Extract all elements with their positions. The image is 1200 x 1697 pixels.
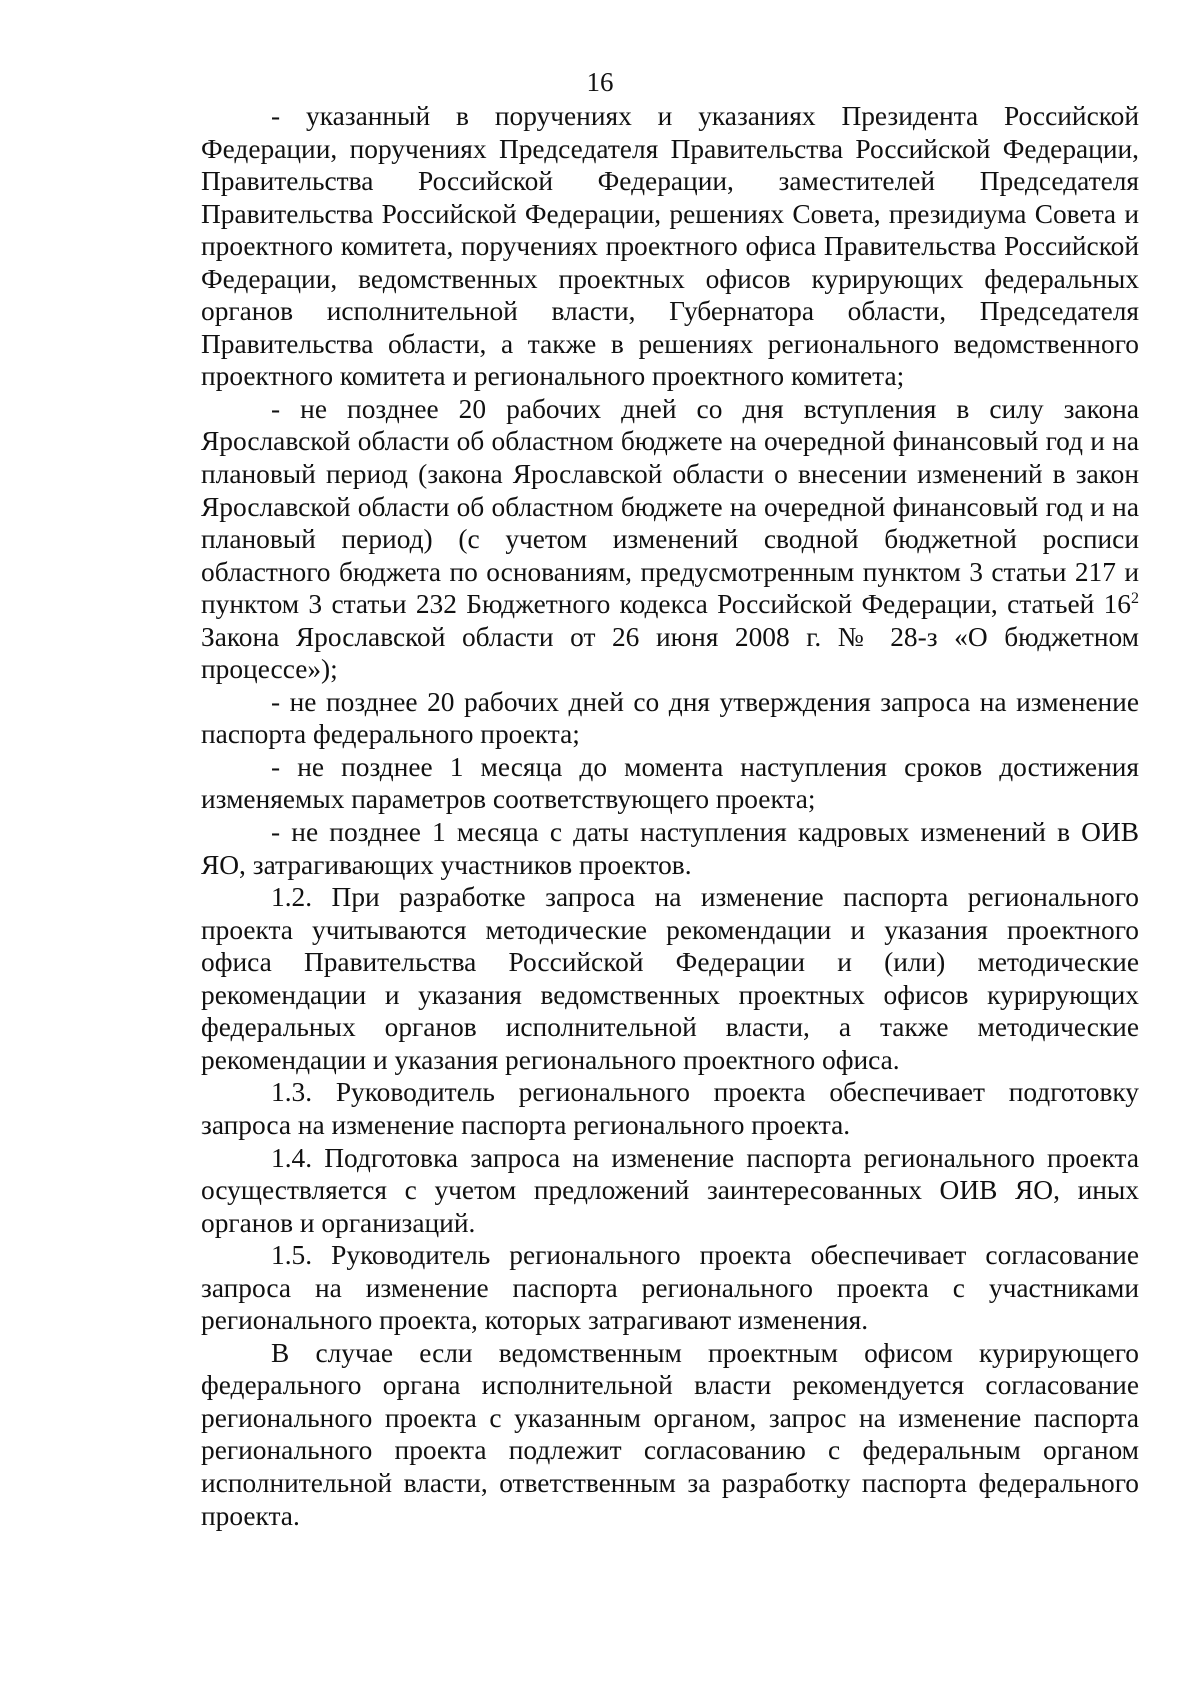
- budget-law-text-end: Закона Ярославской области от 26 июня 2008 г. № 28-з «О бюджетном процессе»);: [201, 621, 1139, 685]
- budget-law-text-start: - не позднее 20 рабочих дней со дня вступления в силу закона Ярославской области об областном бюджете на очередной финансовый год и на плановый период (закона Ярославской области о внесении изменений в закон Ярославской области об областном бюджете на очередной финансовый год и на плановый период) (с учетом изменений сводной бюджетной росписи областного бюджета по основаниям, предусмотренным пунктом 3 статьи 217 и пунктом 3 статьи 232 Бюджетного кодекса Российской Федерации, статьей 16: [201, 393, 1139, 620]
- paragraph-staff-changes-deadline: - не позднее 1 месяца с даты наступления кадровых изменений в ОИВ ЯО, затрагивающих участников проектов.: [201, 817, 1139, 880]
- paragraph-federal-passport-deadline: - не позднее 20 рабочих дней со дня утверждения запроса на изменение паспорта федерального проекта;: [201, 686, 1139, 750]
- paragraph-1-5: 1.5. Руководитель регионального проекта обеспечивает согласование запроса на изменение паспорта регионального проекта с участниками регионального проекта, которых затрагивают изменения.: [201, 1240, 1139, 1336]
- paragraph-1-4: 1.4. Подготовка запроса на изменение паспорта регионального проекта осуществляется с учетом предложений заинтересованных ОИВ ЯО, иных органов и организаций.: [201, 1142, 1139, 1238]
- document-body: [201, 100, 1139, 1532]
- paragraph-1-3: 1.3. Руководитель регионального проекта обеспечивает подготовку запроса на изменение паспорта регионального проекта.: [201, 1077, 1139, 1140]
- paragraph-parameters-deadline: - не позднее 1 месяца до момента наступления сроков достижения изменяемых параметров соответствующего проекта;: [201, 751, 1139, 815]
- paragraph-budget-law-deadline: [201, 393, 1139, 686]
- paragraph-federal-approval: В случае если ведомственным проектным офисом курирующего федерального органа исполнительной власти рекомендуется согласование регионального проекта с указанным органом, запрос на изменение паспорта регионального проекта подлежит согласованию с федеральным органом исполнительной власти, ответственным за разработку паспорта федерального проекта.: [201, 1337, 1139, 1531]
- page-number: 16: [586, 67, 614, 97]
- article-superscript: 2: [1131, 590, 1139, 608]
- paragraph-instructions-deadline: - указанный в поручениях и указаниях Президента Российской Федерации, поручениях Председателя Правительства Российской Федерации, Правительства Российской Федерации, заместителей Председателя Правительства Российской Федерации, решениях Совета, президиума Совета и проектного комитета, поручениях проектного офиса Правительства Российской Федерации, ведомственных проектных офисов курирующих федеральных органов исполнительной власти, Губернатора области, Председателя Правительства области, а также в решениях регионального ведомственного проектного комитета и регионального проектного комитета;: [201, 101, 1139, 392]
- paragraph-1-2: 1.2. При разработке запроса на изменение паспорта регионального проекта учитываются методические рекомендации и указания проектного офиса Правительства Российской Федерации и (или) методические рекомендации и указания ведомственных проектных офисов курирующих федеральных органов исполнительной власти, а также методические рекомендации и указания регионального проектного офиса.: [201, 882, 1139, 1075]
